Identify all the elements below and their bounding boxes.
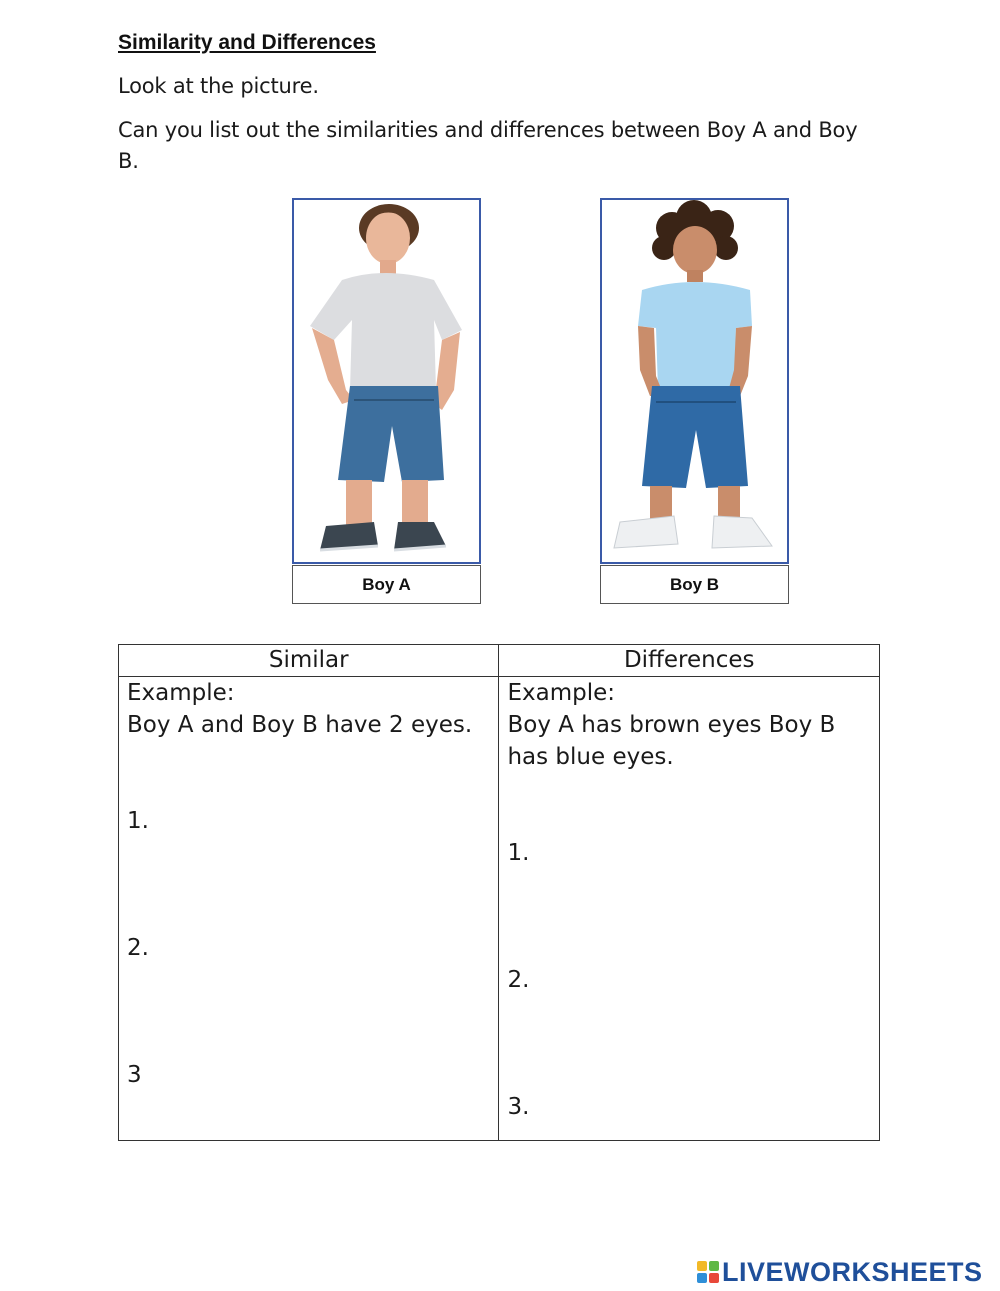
- table-row: [119, 677, 880, 1141]
- differences-item-1: 1.: [507, 840, 530, 866]
- similar-example-text: Boy A and Boy B have 2 eyes.: [127, 712, 473, 738]
- boy-b-photo: [600, 198, 789, 564]
- comparison-table: [118, 644, 880, 1141]
- header-similar: Similar: [119, 645, 499, 677]
- table-header-row: [119, 645, 880, 677]
- differences-item-3: 3.: [507, 1094, 530, 1120]
- liveworksheets-logo: [697, 1257, 983, 1287]
- similar-cell[interactable]: [119, 677, 499, 1141]
- differences-example-label: Example:: [507, 680, 616, 706]
- logo-text: LIVEWORKSHEETS: [722, 1256, 983, 1287]
- boy-b-caption: Boy B: [600, 565, 789, 604]
- differences-cell[interactable]: [499, 677, 880, 1141]
- similar-example-label: Example:: [127, 680, 235, 706]
- similar-item-1: 1.: [127, 808, 149, 834]
- differences-example-text: Boy A has brown eyes Boy B has blue eyes.: [507, 712, 836, 770]
- similar-item-2: 2.: [127, 935, 149, 961]
- worksheet-title: Similarity and Differences: [118, 31, 376, 54]
- boy-a-caption: Boy A: [292, 565, 481, 604]
- instruction-list: Can you list out the similarities and differences between Boy A and Boy B.: [118, 118, 858, 173]
- header-differences: Differences: [499, 645, 880, 677]
- photo-card-boy-b: [600, 198, 789, 604]
- instruction-look: Look at the picture.: [118, 74, 319, 98]
- similar-item-3: 3: [127, 1062, 142, 1088]
- logo-blocks-icon: [697, 1261, 719, 1283]
- differences-item-2: 2.: [507, 967, 530, 993]
- boy-a-photo: [292, 198, 481, 564]
- photo-card-boy-a: [292, 198, 481, 604]
